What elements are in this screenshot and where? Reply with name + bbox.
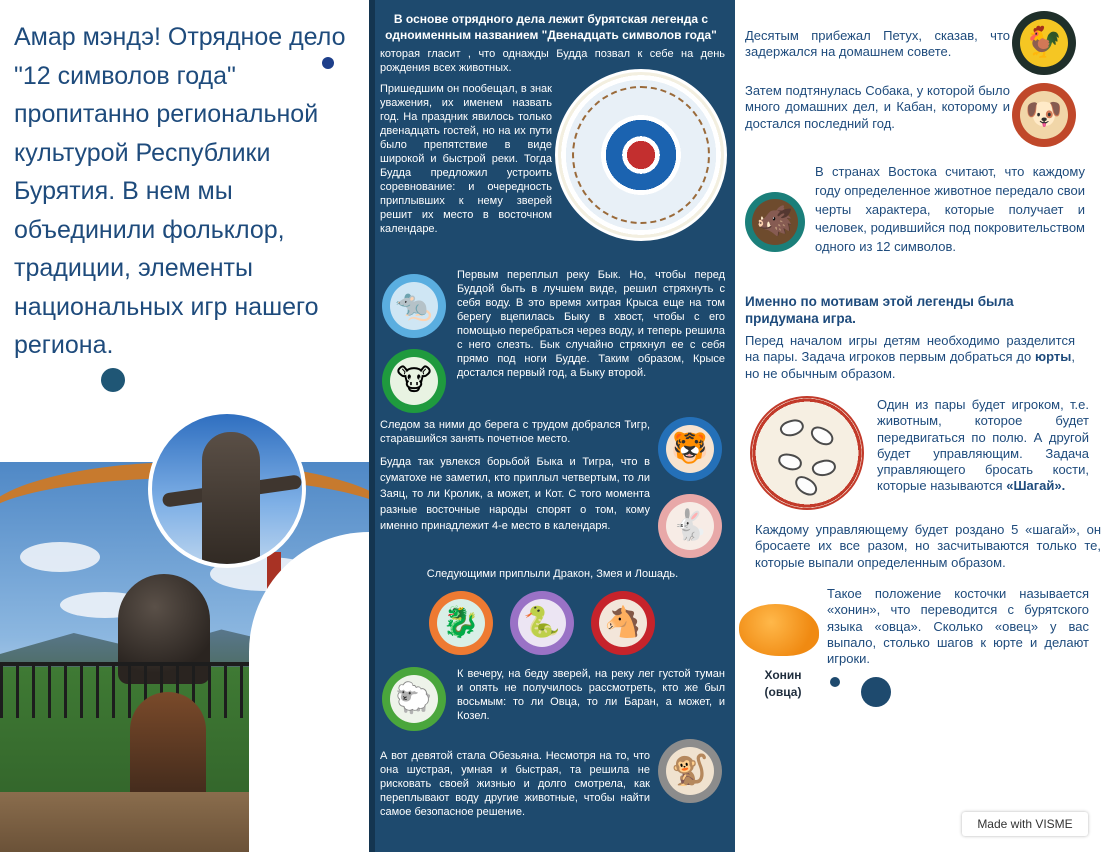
sheep-icon: 🐑 [382, 667, 446, 731]
left-panel [0, 0, 369, 852]
shagai-bones-icon [750, 396, 864, 510]
snake-icon: 🐍 [510, 591, 574, 655]
legend-paragraph: Пришедшим он пообещал, в знак уважения, их именем назвать год. На праздник явилось только двенадцать гостей, но на их пути было препятствие в виде широкой и быстрой реки. Тогда Будда предложил устроить соревнование: и очередность приплывших к нему зверей решит их место в восточном календаре. [380, 83, 552, 235]
khonin-label: Хонин (овца) [764, 668, 802, 699]
made-with-visme-badge[interactable]: Made with VISME [962, 812, 1088, 836]
legend-paragraph: А вот девятой стала Обезьяна. Несмотря на то, что она шустрая, умная и быстрая, та решила не рисковать своей жизнью и долго смотрела, как переплывают воду другие животные, чтобы найти самое безопасное решение. [380, 750, 650, 818]
shagai-note: «Шагай наадан» — одна из древнейших игр, распространённых среди монгольских и бурятских народов. [755, 798, 966, 835]
game-paragraph: Такое положение косточки называется «хонин», что переводится с бурятского языка «овца». Сколько «овец» у вас выпало, столько шагов к юрте и делают игроки. [827, 586, 1089, 667]
legend-paragraph: Первым переплыл реку Бык. Но, чтобы перед Буддой быть в лучшем виде, решил стряхнуть с себя воду. В это время хитрая Крыса еще на том берегу вцепилась Быку в хвост, чтобы с его помощью перебраться через воду, и теперь решила с него слезть. Бык случайно стряхнул ее с себя прямо под ноги Будде. Таким образом, Крысе достался первый год, а Быку второй. [457, 269, 725, 379]
story-paragraph: В странах Востока считают, что каждому году определенное животное передало свои черты характера, которые получает и человек, родившийся под покровительством одного из 12 символов. [815, 164, 1085, 255]
legend-paragraph: Следующими приплыли Дракон, Змея и Лошадь. [426, 568, 679, 580]
decor-dot [830, 677, 840, 687]
intro-text: Амар мэндэ! Отрядное дело "12 символов года" пропитанно региональной культурой Республики Бурятия. В нем мы объединили фольклор, традиции, элементы национальных игр нашего региона. [14, 23, 346, 359]
game-paragraph: Каждому управляющему будет роздано 5 «шагай», он бросаете их все разом, но засчитываются только те, которые выпали определенным образом. [755, 522, 1101, 570]
story-paragraph: Затем подтянулась Собака, у которой было много домашних дел, и Кабан, которому и достался последний год. [745, 83, 1010, 131]
game-heading: Именно по мотивам этой легенды была придумана игра. [745, 294, 1014, 326]
legend-paragraph: которая гласит , что однажды Будда позвал к себе на день рождения всех животных. [380, 48, 725, 74]
monkey-icon: 🐒 [658, 739, 722, 803]
game-paragraph: Один из пары будет игроком, т.е. животным, которое будет передвигаться по полю. А другой будет управляющим. Задача управляющего бросать кости, которые называются «Шагай». [877, 397, 1089, 494]
rabbit-icon: 🐇 [658, 494, 722, 558]
legend-paragraph: Будда так увлекся борьбой Быка и Тигра, что в суматохе не заметил, кто приплыл четвертым, то ли Заяц, то ли Кролик, а может, и Кот. С того момента разные восточные народы спорят о том, кому именно принадлежит 4-е место в календаря. [380, 456, 650, 532]
rat-icon: 🐀 [382, 274, 446, 338]
ox-icon: 🐮 [382, 349, 446, 413]
tiger-icon: 🐯 [658, 417, 722, 481]
decor-dot [322, 57, 334, 69]
dragon-icon: 🐉 [429, 591, 493, 655]
legend-paragraph: Следом за ними до берега с трудом добрался Тигр, старавшийся занять почетное место. [380, 419, 650, 445]
zodiac-wheel-icon [555, 69, 727, 241]
statue-photo [148, 410, 306, 568]
legend-paragraph: К вечеру, на беду зверей, на реку лег густой туман и опять не получилось рассмотреть, кто же был восьмым: то ли Овца, то ли Баран, а может, и Козел. [457, 668, 725, 722]
yurt-note: Юрта — это традиционное жилище, используемое народами Центральной Азии, включая кочевые народы, такие как казахи, киргизы, буряты и монголы. [789, 743, 1085, 780]
story-paragraph: Десятым прибежал Петух, сказав, что задержался на домашнем совете. [745, 28, 1010, 60]
dog-icon: 🐶 [1012, 83, 1076, 147]
horse-icon: 🐴 [591, 591, 655, 655]
decor-dot [861, 677, 891, 707]
decor-dot [101, 368, 125, 392]
boar-icon: 🐗 [745, 192, 805, 252]
rooster-icon: 🐓 [1012, 11, 1076, 75]
game-paragraph: Перед началом игры детям необходимо разделится на пары. Задача игроков первым добраться до юрты, но не обычным образом. [745, 333, 1075, 381]
legend-title: В основе отрядного дела лежит бурятская легенда с одноименным названием "Двенадцать символов года" [385, 12, 717, 42]
